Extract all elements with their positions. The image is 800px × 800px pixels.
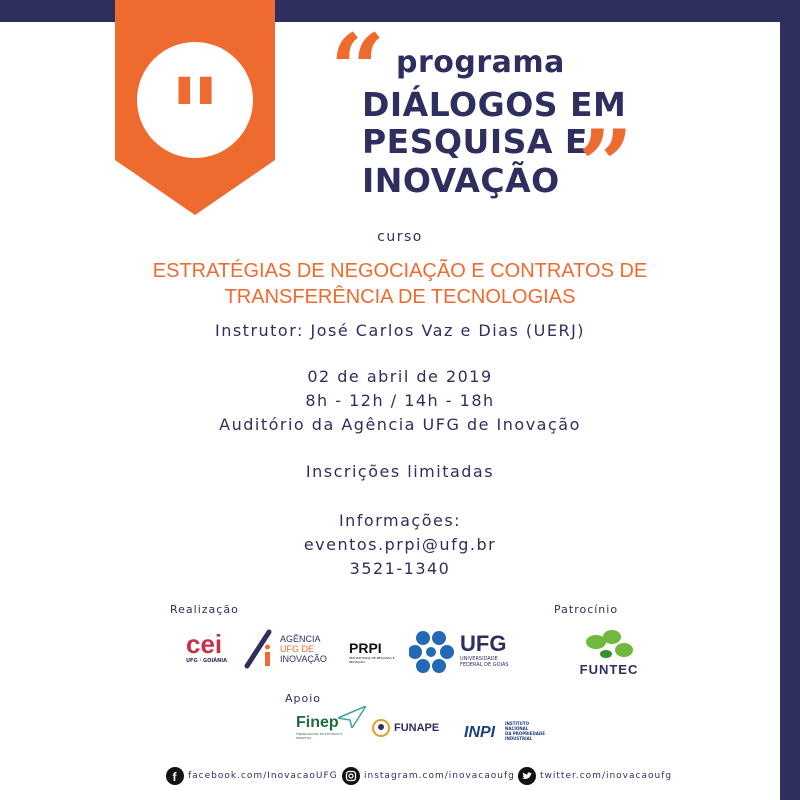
svg-text:": ": [168, 56, 222, 174]
event-limit-note: Inscrições limitadas: [305, 462, 495, 481]
agencia-logo-line-2: UFG DE: [280, 644, 315, 654]
prpi-logo: [349, 640, 399, 664]
event-kicker: curso: [377, 229, 423, 245]
inpi-logo-text: INPI: [464, 724, 496, 741]
open-quote-icon: “: [330, 13, 386, 126]
contact-email[interactable]: eventos.prpi@ufg.br: [303, 535, 497, 554]
finep-logo-text: Finep: [296, 714, 339, 731]
agencia-logo-line-3: INOVAÇÃO: [280, 654, 327, 664]
event-place: Auditório da Agência UFG de Inovação: [219, 415, 581, 434]
funtec-leaves-icon: [584, 628, 634, 662]
ufg-hexagon-icon: [409, 628, 457, 676]
inpi-logo: [464, 722, 495, 742]
brand-line-dialogos: DIÁLOGOS EM: [362, 85, 627, 124]
finep-logo-sub: FINANCIADORA DE ESTUDOS E PROJETOS: [296, 732, 343, 740]
cei-logo-sub: UFG · GOIÂNIA: [186, 658, 227, 664]
event-hours: 8h - 12h / 14h - 18h: [305, 391, 495, 410]
section-label-realizacao: Realização: [170, 603, 239, 616]
inpi-sub-3: DA PROPRIEDADE: [505, 731, 545, 736]
facebook-link-text[interactable]: facebook.com/InovacaoUFG: [188, 771, 338, 781]
funape-head-icon: [370, 718, 392, 740]
twitter-link-text[interactable]: twitter.com/inovacaoufg: [540, 771, 673, 781]
instagram-icon: [342, 767, 360, 785]
event-title-line-2: TRANSFERÊNCIA DE TECNOLOGIAS: [224, 286, 576, 308]
info-label: Informações:: [338, 511, 462, 530]
ufg-logo: [460, 632, 509, 668]
quote-bookmark-icon: [115, 0, 275, 215]
prpi-logo-text: PRPI: [349, 640, 382, 656]
event-title-line-1: ESTRATÉGIAS DE NEGOCIAÇÃO E CONTRATOS DE: [152, 260, 648, 282]
program-brand: [330, 13, 680, 222]
section-label-patrocinio: Patrocínio: [554, 603, 619, 616]
ufg-logo-text: UFG: [460, 631, 507, 656]
brand-line-inovacao: INOVAÇÃO: [362, 161, 560, 200]
brand-line-pesquisa: PESQUISA E: [362, 122, 588, 161]
cei-logo-text: cei: [186, 629, 223, 659]
close-quote-icon: ”: [578, 109, 634, 222]
instagram-link-text[interactable]: instagram.com/inovacaoufg: [364, 771, 515, 781]
twitter-icon: [518, 767, 536, 785]
funape-logo: [394, 722, 439, 734]
twitter-link[interactable]: [518, 767, 672, 785]
funtec-logo-text: FUNTEC: [579, 662, 639, 677]
funtec-logo: [567, 662, 651, 677]
finep-plane-icon: [338, 706, 366, 728]
facebook-icon: [166, 767, 184, 785]
agencia-slash-icon: [243, 628, 273, 670]
facebook-link[interactable]: [166, 767, 338, 785]
ufg-logo-sub-1: UNIVERSIDADE: [460, 656, 498, 662]
event-title: [0, 258, 800, 310]
prpi-logo-sub: PRÓ-REITORIA DE PESQUISA E INOVAÇÃO: [349, 656, 395, 664]
section-label-apoio: Apoio: [285, 692, 322, 705]
agencia-logo-line-1: AGÊNCIA: [280, 634, 321, 644]
ufg-logo-sub-2: FEDERAL DE GOIÁS: [460, 662, 509, 668]
funape-logo-text: FUNAPE: [394, 722, 440, 734]
inpi-sub-4: INDUSTRIAL: [505, 736, 533, 741]
inpi-sub-1: INSTITUTO: [505, 721, 530, 726]
brand-line-programa: programa: [396, 45, 565, 80]
event-date: 02 de abril de 2019: [307, 367, 493, 386]
cei-logo: [186, 630, 234, 670]
event-instructor: Instrutor: José Carlos Vaz e Dias (UERJ): [214, 321, 586, 340]
contact-phone: 3521-1340: [349, 559, 451, 578]
svg-text:f: f: [172, 770, 178, 784]
instagram-link[interactable]: [342, 767, 515, 785]
inpi-sub-2: NACIONAL: [505, 726, 529, 731]
agencia-logo: [280, 634, 327, 664]
inpi-logo-sub: [505, 721, 545, 741]
